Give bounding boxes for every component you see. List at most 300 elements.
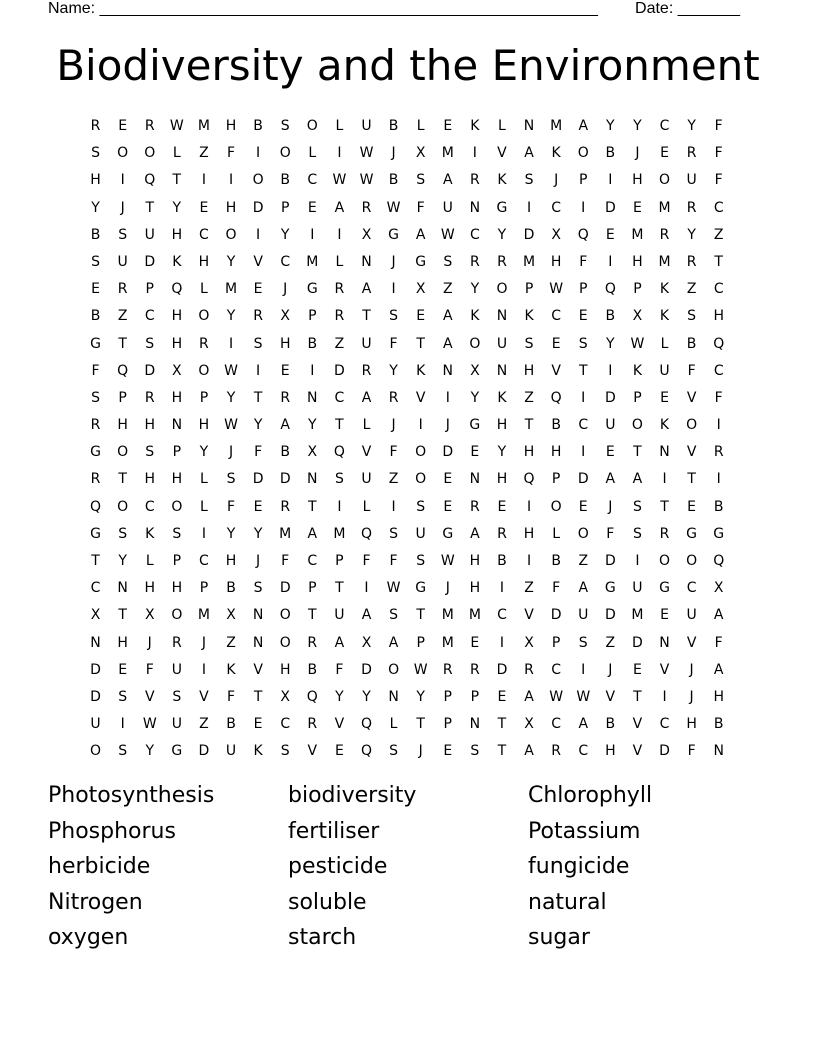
grid-letter[interactable]: S: [389, 525, 399, 542]
grid-letter[interactable]: F: [389, 335, 398, 352]
grid-letter[interactable]: R: [199, 335, 209, 352]
grid-letter[interactable]: H: [225, 118, 237, 134]
grid-letter[interactable]: I: [337, 226, 342, 243]
grid-letter[interactable]: W: [332, 172, 347, 189]
grid-letter[interactable]: G: [496, 199, 508, 216]
grid-letter[interactable]: A: [334, 634, 345, 651]
grid-letter[interactable]: D: [577, 471, 589, 488]
grid-letter[interactable]: N: [713, 743, 724, 760]
grid-letter[interactable]: A: [605, 471, 616, 488]
grid-letter[interactable]: I: [418, 417, 423, 434]
grid-letter[interactable]: B: [280, 172, 290, 189]
grid-letter[interactable]: T: [687, 471, 696, 488]
grid-letter[interactable]: M: [333, 525, 346, 542]
grid-letter[interactable]: Y: [145, 743, 155, 760]
grid-letter[interactable]: Y: [308, 417, 317, 434]
grid-letter[interactable]: P: [199, 580, 209, 597]
grid-letter[interactable]: F: [687, 743, 696, 760]
grid-letter[interactable]: C: [144, 308, 155, 325]
grid-letter[interactable]: N: [388, 688, 399, 705]
grid-letter[interactable]: N: [659, 634, 670, 651]
grid-letter[interactable]: Q: [360, 743, 372, 760]
grid-letter[interactable]: O: [279, 145, 291, 162]
grid-letter[interactable]: O: [631, 417, 643, 434]
grid-letter[interactable]: T: [335, 417, 344, 434]
grid-letter[interactable]: R: [686, 145, 697, 162]
grid-letter[interactable]: Z: [442, 281, 453, 298]
grid-letter[interactable]: P: [551, 634, 561, 651]
grid-letter[interactable]: R: [307, 634, 318, 651]
grid-letter[interactable]: I: [608, 362, 613, 379]
grid-letter[interactable]: T: [118, 471, 127, 488]
grid-letter[interactable]: I: [256, 145, 261, 162]
grid-letter[interactable]: I: [526, 199, 532, 216]
grid-letter[interactable]: N: [171, 417, 183, 434]
grid-letter[interactable]: R: [280, 498, 291, 515]
grid-letter[interactable]: P: [172, 553, 182, 569]
grid-letter[interactable]: U: [225, 743, 237, 760]
grid-letter[interactable]: F: [145, 661, 154, 678]
grid-letter[interactable]: X: [415, 145, 426, 162]
grid-letter[interactable]: C: [307, 172, 318, 189]
grid-letter[interactable]: B: [686, 335, 697, 352]
grid-letter[interactable]: O: [198, 308, 210, 325]
grid-letter[interactable]: L: [200, 281, 208, 298]
grid-letter[interactable]: O: [144, 145, 156, 162]
grid-letter[interactable]: R: [361, 199, 372, 216]
grid-letter[interactable]: T: [118, 335, 127, 352]
grid-letter[interactable]: S: [389, 308, 399, 325]
grid-letter[interactable]: D: [604, 199, 616, 216]
grid-letter[interactable]: Q: [523, 471, 535, 488]
grid-letter[interactable]: H: [225, 199, 237, 216]
grid-letter[interactable]: C: [713, 281, 724, 298]
grid-letter[interactable]: W: [386, 199, 401, 216]
grid-letter[interactable]: M: [658, 253, 671, 270]
grid-letter[interactable]: P: [416, 634, 425, 651]
grid-letter[interactable]: Y: [389, 362, 398, 379]
grid-letter[interactable]: U: [578, 607, 589, 624]
grid-letter[interactable]: G: [90, 335, 101, 352]
grid-letter[interactable]: J: [554, 172, 559, 189]
grid-letter[interactable]: X: [551, 226, 561, 243]
grid-letter[interactable]: J: [418, 743, 423, 760]
grid-letter[interactable]: G: [388, 226, 399, 243]
grid-letter[interactable]: K: [659, 281, 670, 298]
grid-letter[interactable]: X: [307, 444, 318, 461]
grid-letter[interactable]: B: [388, 118, 399, 134]
grid-letter[interactable]: T: [91, 553, 100, 569]
grid-letter[interactable]: O: [577, 145, 589, 162]
grid-letter[interactable]: D: [442, 444, 454, 461]
grid-letter[interactable]: I: [608, 172, 613, 189]
grid-letter[interactable]: Q: [144, 172, 156, 189]
grid-letter[interactable]: X: [524, 634, 534, 651]
grid-letter[interactable]: O: [577, 525, 589, 542]
grid-letter[interactable]: M: [523, 253, 536, 270]
grid-letter[interactable]: T: [335, 580, 344, 597]
grid-letter[interactable]: E: [578, 498, 588, 515]
grid-letter[interactable]: H: [117, 417, 128, 434]
grid-letter[interactable]: R: [469, 172, 480, 189]
grid-letter[interactable]: E: [497, 688, 507, 705]
grid-letter[interactable]: S: [145, 444, 155, 461]
grid-letter[interactable]: P: [280, 199, 290, 216]
grid-letter[interactable]: R: [90, 471, 101, 488]
grid-letter[interactable]: S: [226, 471, 236, 488]
grid-letter[interactable]: U: [686, 172, 697, 189]
grid-letter[interactable]: M: [631, 226, 644, 243]
grid-letter[interactable]: G: [90, 444, 101, 461]
grid-letter[interactable]: P: [172, 444, 182, 461]
grid-letter[interactable]: E: [443, 498, 453, 515]
grid-letter[interactable]: F: [714, 118, 723, 134]
grid-letter[interactable]: W: [440, 553, 455, 569]
grid-letter[interactable]: O: [279, 607, 291, 624]
grid-letter[interactable]: V: [334, 716, 345, 733]
grid-letter[interactable]: F: [226, 688, 236, 705]
grid-letter[interactable]: R: [253, 308, 263, 325]
grid-letter[interactable]: H: [198, 253, 210, 270]
grid-letter[interactable]: T: [524, 417, 534, 434]
grid-letter[interactable]: U: [496, 335, 508, 352]
grid-letter[interactable]: V: [686, 389, 697, 406]
grid-letter[interactable]: X: [524, 716, 534, 733]
grid-letter[interactable]: S: [389, 743, 399, 760]
grid-letter[interactable]: B: [713, 498, 724, 515]
grid-letter[interactable]: K: [253, 743, 263, 760]
grid-letter[interactable]: P: [199, 389, 209, 406]
grid-letter[interactable]: B: [307, 661, 318, 678]
grid-letter[interactable]: Y: [687, 226, 696, 243]
grid-letter[interactable]: A: [713, 607, 724, 624]
grid-letter[interactable]: H: [171, 389, 183, 406]
grid-letter[interactable]: L: [416, 118, 425, 134]
grid-letter[interactable]: O: [686, 417, 698, 434]
grid-letter[interactable]: E: [660, 145, 669, 162]
grid-letter[interactable]: V: [605, 688, 616, 705]
grid-letter[interactable]: Y: [118, 553, 127, 569]
grid-letter[interactable]: P: [443, 716, 452, 733]
grid-letter[interactable]: L: [498, 118, 506, 134]
grid-letter[interactable]: R: [686, 253, 697, 270]
grid-letter[interactable]: W: [413, 661, 428, 678]
grid-letter[interactable]: A: [632, 471, 643, 488]
grid-letter[interactable]: A: [524, 145, 534, 162]
grid-letter[interactable]: C: [551, 199, 562, 216]
grid-letter[interactable]: E: [307, 199, 317, 216]
grid-letter[interactable]: O: [252, 172, 264, 189]
grid-letter[interactable]: A: [524, 743, 534, 760]
grid-letter[interactable]: F: [335, 661, 344, 678]
grid-letter[interactable]: S: [416, 553, 426, 569]
grid-letter[interactable]: U: [90, 716, 101, 733]
grid-letter[interactable]: G: [306, 281, 318, 298]
grid-letter[interactable]: W: [224, 362, 238, 379]
grid-letter[interactable]: O: [198, 362, 210, 379]
grid-letter[interactable]: I: [310, 226, 315, 243]
grid-letter[interactable]: O: [659, 172, 671, 189]
grid-letter[interactable]: H: [171, 335, 183, 352]
grid-letter[interactable]: E: [253, 716, 263, 733]
grid-letter[interactable]: T: [633, 444, 642, 461]
grid-letter[interactable]: T: [172, 172, 182, 189]
grid-letter[interactable]: A: [578, 580, 589, 597]
grid-letter[interactable]: S: [91, 253, 100, 270]
grid-letter[interactable]: Z: [524, 580, 534, 597]
grid-letter[interactable]: Y: [226, 525, 236, 542]
grid-letter[interactable]: Q: [360, 525, 372, 542]
grid-letter[interactable]: B: [90, 226, 101, 243]
grid-letter[interactable]: N: [252, 607, 264, 624]
grid-letter[interactable]: L: [362, 417, 371, 434]
grid-letter[interactable]: I: [201, 661, 206, 678]
grid-letter[interactable]: T: [497, 716, 507, 733]
grid-letter[interactable]: S: [443, 253, 453, 270]
grid-letter[interactable]: D: [252, 471, 264, 488]
grid-letter[interactable]: Y: [362, 688, 371, 705]
grid-letter[interactable]: E: [687, 498, 697, 515]
grid-letter[interactable]: R: [90, 118, 101, 134]
grid-letter[interactable]: T: [578, 362, 588, 379]
grid-letter[interactable]: I: [608, 253, 613, 270]
grid-letter[interactable]: Z: [388, 471, 399, 488]
grid-letter[interactable]: V: [659, 661, 670, 678]
grid-letter[interactable]: O: [279, 634, 291, 651]
grid-letter[interactable]: N: [496, 308, 508, 325]
grid-letter[interactable]: J: [228, 444, 234, 461]
grid-letter[interactable]: Z: [578, 553, 589, 569]
grid-letter[interactable]: N: [252, 634, 264, 651]
grid-letter[interactable]: X: [415, 281, 426, 298]
grid-letter[interactable]: R: [361, 362, 372, 379]
grid-letter[interactable]: O: [550, 498, 562, 515]
grid-letter[interactable]: X: [226, 607, 236, 624]
grid-letter[interactable]: W: [224, 417, 238, 434]
grid-letter[interactable]: P: [470, 688, 480, 705]
grid-letter[interactable]: Y: [470, 281, 480, 298]
grid-letter[interactable]: X: [361, 226, 372, 243]
grid-letter[interactable]: N: [307, 471, 318, 488]
grid-letter[interactable]: P: [633, 389, 642, 406]
grid-letter[interactable]: F: [552, 580, 561, 597]
grid-letter[interactable]: K: [497, 389, 507, 406]
grid-letter[interactable]: S: [416, 498, 426, 515]
grid-letter[interactable]: S: [91, 145, 100, 162]
grid-letter[interactable]: M: [468, 607, 481, 624]
grid-letter[interactable]: P: [118, 389, 127, 406]
grid-letter[interactable]: O: [90, 743, 102, 760]
grid-letter[interactable]: U: [171, 661, 182, 678]
grid-letter[interactable]: V: [415, 389, 426, 406]
grid-letter[interactable]: T: [308, 498, 317, 515]
grid-letter[interactable]: Y: [687, 118, 696, 134]
grid-letter[interactable]: F: [687, 362, 696, 379]
grid-letter[interactable]: H: [605, 743, 616, 760]
grid-letter[interactable]: H: [469, 553, 481, 569]
grid-letter[interactable]: S: [91, 389, 100, 406]
grid-letter[interactable]: T: [118, 607, 127, 624]
grid-letter[interactable]: F: [714, 172, 723, 189]
grid-letter[interactable]: M: [441, 145, 454, 162]
grid-letter[interactable]: I: [201, 172, 206, 189]
grid-letter[interactable]: A: [524, 688, 534, 705]
grid-letter[interactable]: C: [551, 308, 562, 325]
grid-letter[interactable]: X: [144, 607, 155, 624]
grid-letter[interactable]: C: [307, 553, 318, 569]
grid-letter[interactable]: W: [630, 335, 645, 352]
grid-letter[interactable]: D: [144, 253, 156, 270]
grid-letter[interactable]: I: [310, 362, 315, 379]
grid-letter[interactable]: T: [253, 688, 263, 705]
grid-letter[interactable]: X: [90, 607, 101, 624]
grid-letter[interactable]: Y: [335, 688, 344, 705]
grid-letter[interactable]: V: [253, 253, 263, 270]
grid-letter[interactable]: D: [604, 553, 616, 569]
grid-letter[interactable]: J: [283, 281, 288, 298]
grid-letter[interactable]: F: [226, 498, 236, 515]
grid-letter[interactable]: Y: [497, 444, 507, 461]
grid-letter[interactable]: J: [256, 553, 261, 569]
grid-letter[interactable]: U: [632, 580, 643, 597]
grid-letter[interactable]: H: [496, 417, 508, 434]
grid-letter[interactable]: C: [199, 553, 209, 569]
grid-letter[interactable]: F: [389, 553, 398, 569]
grid-letter[interactable]: Q: [171, 281, 183, 298]
grid-letter[interactable]: K: [172, 253, 182, 270]
grid-letter[interactable]: H: [279, 335, 291, 352]
grid-letter[interactable]: E: [253, 281, 263, 298]
grid-letter[interactable]: N: [523, 118, 535, 134]
grid-letter[interactable]: E: [334, 743, 344, 760]
grid-letter[interactable]: Y: [416, 688, 425, 705]
grid-letter[interactable]: B: [497, 553, 507, 569]
grid-letter[interactable]: P: [443, 688, 452, 705]
grid-letter[interactable]: O: [469, 335, 481, 352]
grid-letter[interactable]: A: [713, 661, 724, 678]
grid-letter[interactable]: N: [469, 716, 481, 733]
grid-letter[interactable]: O: [117, 498, 129, 515]
grid-letter[interactable]: R: [442, 661, 453, 678]
grid-letter[interactable]: S: [578, 634, 588, 651]
grid-letter[interactable]: D: [90, 688, 101, 705]
grid-letter[interactable]: L: [660, 335, 669, 352]
grid-letter[interactable]: Y: [633, 118, 642, 134]
grid-letter[interactable]: H: [550, 253, 562, 270]
grid-letter[interactable]: D: [334, 362, 345, 379]
grid-letter[interactable]: H: [550, 444, 562, 461]
grid-letter[interactable]: B: [226, 580, 236, 597]
grid-letter[interactable]: H: [496, 471, 508, 488]
grid-letter[interactable]: G: [469, 417, 481, 434]
grid-letter[interactable]: C: [713, 362, 724, 379]
grid-letter[interactable]: W: [386, 580, 401, 597]
grid-letter[interactable]: H: [632, 172, 643, 189]
grid-letter[interactable]: R: [144, 118, 155, 134]
grid-letter[interactable]: O: [171, 498, 183, 515]
grid-letter[interactable]: L: [200, 471, 208, 488]
grid-letter[interactable]: J: [608, 498, 613, 515]
grid-letter[interactable]: T: [416, 607, 425, 624]
grid-letter[interactable]: I: [635, 553, 640, 569]
grid-letter[interactable]: Y: [91, 199, 100, 216]
grid-letter[interactable]: C: [551, 661, 562, 678]
grid-letter[interactable]: V: [361, 444, 372, 461]
grid-letter[interactable]: L: [389, 716, 398, 733]
grid-letter[interactable]: E: [280, 362, 290, 379]
grid-letter[interactable]: Z: [199, 716, 209, 733]
grid-letter[interactable]: A: [442, 172, 453, 189]
grid-letter[interactable]: H: [198, 417, 210, 434]
grid-letter[interactable]: I: [256, 362, 261, 379]
grid-letter[interactable]: N: [469, 199, 481, 216]
grid-letter[interactable]: Q: [90, 498, 102, 515]
grid-letter[interactable]: B: [307, 335, 318, 352]
grid-letter[interactable]: M: [658, 199, 671, 216]
grid-letter[interactable]: A: [361, 389, 372, 406]
grid-letter[interactable]: P: [308, 308, 317, 325]
grid-letter[interactable]: C: [497, 607, 507, 624]
grid-letter[interactable]: H: [144, 471, 155, 488]
grid-letter[interactable]: R: [713, 444, 724, 461]
grid-letter[interactable]: P: [308, 580, 317, 597]
grid-letter[interactable]: P: [335, 553, 344, 569]
grid-letter[interactable]: P: [579, 281, 588, 298]
grid-letter[interactable]: S: [253, 335, 263, 352]
grid-letter[interactable]: X: [361, 634, 372, 651]
grid-letter[interactable]: I: [201, 525, 206, 542]
grid-letter[interactable]: F: [579, 253, 588, 270]
grid-letter[interactable]: R: [469, 253, 480, 270]
grid-letter[interactable]: A: [415, 226, 426, 243]
grid-letter[interactable]: T: [714, 253, 723, 270]
grid-letter[interactable]: K: [226, 661, 236, 678]
grid-letter[interactable]: I: [228, 172, 234, 189]
grid-letter[interactable]: J: [689, 661, 694, 678]
grid-letter[interactable]: Z: [524, 389, 534, 406]
grid-letter[interactable]: I: [120, 716, 125, 733]
grid-letter[interactable]: G: [604, 580, 616, 597]
grid-letter[interactable]: C: [280, 716, 291, 733]
grid-letter[interactable]: H: [279, 661, 291, 678]
grid-letter[interactable]: F: [362, 553, 371, 569]
grid-letter[interactable]: E: [605, 444, 615, 461]
grid-letter[interactable]: J: [201, 634, 206, 651]
grid-letter[interactable]: Y: [226, 253, 236, 270]
grid-letter[interactable]: H: [117, 634, 128, 651]
grid-letter[interactable]: H: [713, 308, 724, 325]
grid-letter[interactable]: O: [388, 661, 400, 678]
date-field-label[interactable]: Date: _______: [635, 0, 740, 17]
grid-letter[interactable]: F: [416, 199, 425, 216]
grid-letter[interactable]: H: [90, 172, 101, 189]
grid-letter[interactable]: S: [334, 471, 344, 488]
grid-letter[interactable]: E: [416, 308, 426, 325]
grid-letter[interactable]: S: [524, 172, 534, 189]
grid-letter[interactable]: S: [416, 172, 426, 189]
grid-letter[interactable]: O: [415, 444, 427, 461]
grid-letter[interactable]: J: [689, 688, 694, 705]
grid-letter[interactable]: R: [388, 389, 399, 406]
grid-letter[interactable]: C: [199, 226, 209, 243]
grid-letter[interactable]: E: [118, 118, 128, 134]
grid-letter[interactable]: R: [686, 199, 697, 216]
grid-letter[interactable]: U: [415, 525, 426, 542]
grid-letter[interactable]: X: [470, 362, 480, 379]
grid-letter[interactable]: C: [659, 118, 670, 134]
grid-letter[interactable]: W: [169, 118, 184, 134]
grid-letter[interactable]: Y: [280, 226, 290, 243]
